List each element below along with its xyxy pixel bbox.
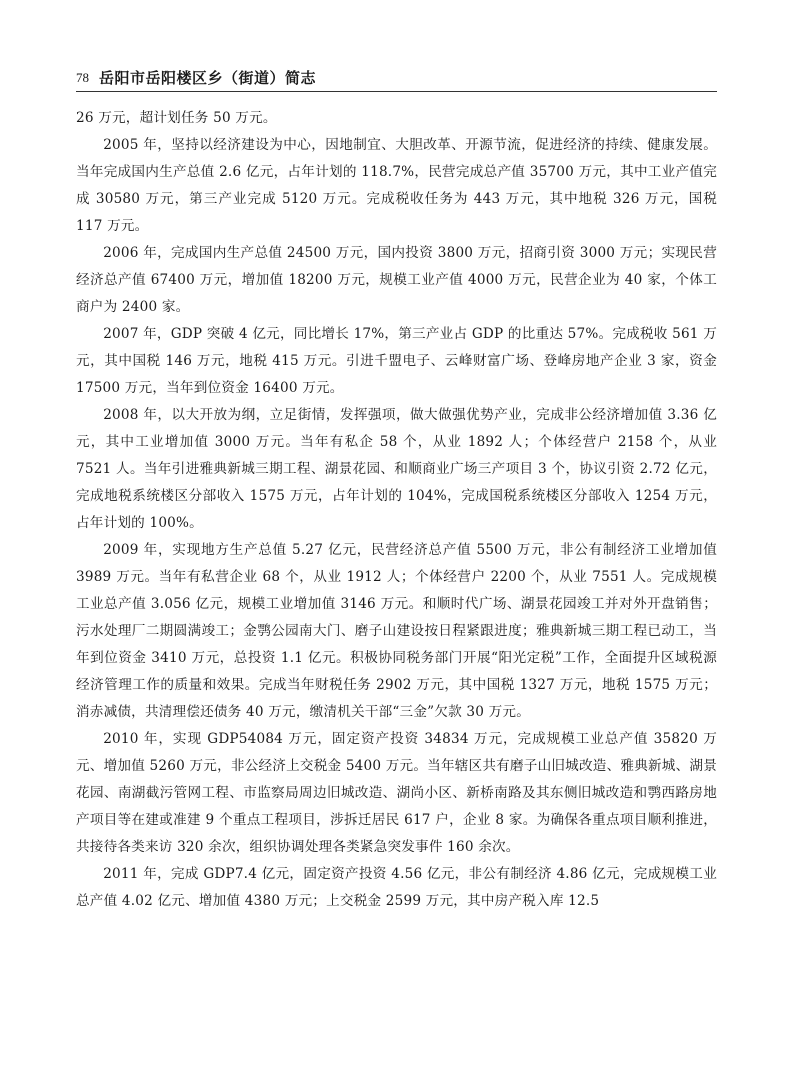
paragraph-2007: 2007 年，GDP 突破 4 亿元，同比增长 17%，第三产业占 GDP 的比重达 57%。完成税收 561 万元，其中国税 146 万元，地税 415 万元。引进千盟电子、云峰财富广场、登峰房地产企业 3 家，资金 17500 万元，当年到位资金 16400 万元。	[76, 326, 717, 396]
paragraph-2006: 2006 年，完成国内生产总值 24500 万元，国内投资 3800 万元，招商引资 3000 万元；实现民营经济总产值 67400 万元，增加值 18200 万元，规模工业产值 4000 万元，民营企业为 40 家，个体工商户为 2400 家。	[76, 245, 717, 315]
body-text	[76, 105, 717, 915]
page-number: 78	[76, 70, 89, 85]
paragraph-2005: 2005 年，坚持以经济建设为中心，因地制宜、大胆改革、开源节流，促进经济的持续、健康发展。当年完成国内生产总值 2.6 亿元，占年计划的 118.7%，民营完成总产值 35700 万元，其中工业产值完成 30580 万元，第三产业完成 5120 万元。完成税收任务为 443 万元，其中地税 326 万元，国税 117 万元。	[76, 137, 717, 234]
running-title: 岳阳市岳阳楼区乡（街道）简志	[99, 69, 317, 87]
paragraph-2009: 2009 年，实现地方生产总值 5.27 亿元，民营经济总产值 5500 万元，非公有制经济工业增加值 3989 万元。当年有私营企业 68 个，从业 1912 人；个体经营户 2200 个，从业 7551 人。完成规模工业总产值 3.056 亿元，规模工业增加值 3146 万元。和顺时代广场、湖景花园竣工并对外开盘销售；污水处理厂二期圆满竣工；金鹗公园南大门、磨子山建设按日程紧跟进度；雅典新城三期工程已动工，当年到位资金 3410 万元，总投资 1.1 亿元。积极协同税务部门开展“阳光定税”工作，全面提升区域税源经济管理工作的质量和效果。完成当年财税任务 2902 万元，其中国税 1327 万元，地税 1575 万元；消赤减债，共清理偿还债务 40 万元，缴清机关干部“三金”欠款 30 万元。	[76, 542, 717, 720]
paragraph-2011: 2011 年，完成 GDP7.4 亿元，固定资产投资 4.56 亿元，非公有制经济 4.86 亿元，完成规模工业总产值 4.02 亿元、增加值 4380 万元；上交税金 2599 万元，其中房产税入库 12.5	[76, 866, 717, 909]
paragraph-continued: 26 万元，超计划任务 50 万元。	[76, 110, 277, 126]
paragraph-2008: 2008 年，以大开放为纲，立足街情，发挥强项，做大做强优势产业，完成非公经济增加值 3.36 亿元，其中工业增加值 3000 万元。当年有私企 58 个，从业 1892 人；个体经营户 2158 个，从业 7521 人。当年引进雅典新城三期工程、湖景花园、和顺商业广场三产项目 3 个，协议引资 2.72 亿元，完成地税系统楼区分部收入 1575 万元，占年计划的 104%，完成国税系统楼区分部收入 1254 万元，占年计划的 100%。	[76, 407, 717, 531]
running-header	[76, 62, 717, 92]
paragraph-2010: 2010 年，实现 GDP54084 万元，固定资产投资 34834 万元，完成规模工业总产值 35820 万元、增加值 5260 万元，非公经济上交税金 5400 万元。当年辖区共有磨子山旧城改造、雅典新城、湖景花园、南湖截污管网工程、市监察局周边旧城改造、湖尚小区、新桥南路及其东侧旧城改造和鹗西路房地产项目等在建或准建 9 个重点工程项目，涉拆迁居民 617 户，企业 8 家。为确保各重点项目顺利推进，共接待各类来访 320 余次，组织协调处理各类紧急突发事件 160 余次。	[76, 731, 717, 855]
